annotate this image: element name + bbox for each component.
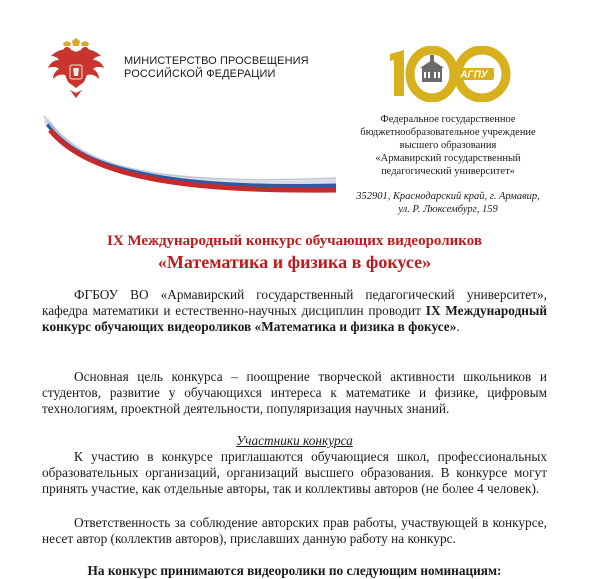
intro-paragraph bbox=[42, 287, 547, 335]
intro-end: . bbox=[456, 319, 460, 334]
coat-of-arms-icon bbox=[45, 38, 107, 102]
goal-paragraph: Основная цель конкурса – поощрение творческой активности школьников и студентов, развитие у обучающихся интереса к математике и физике, цифровым технологиям, проектной деятельности, популяризация научных знаний. bbox=[42, 369, 547, 416]
contest-title: IX Международный конкурс обучающих видеороликов bbox=[107, 233, 482, 249]
org-line: «Армавирский государственный bbox=[375, 153, 521, 164]
copyright-paragraph: Ответственность за соблюдение авторских прав работы, участвующей в конкурсе, несет автор (коллектив авторов), приславших данную работу на конкурс. bbox=[42, 515, 547, 546]
org-line: бюджетнообразовательное учреждение bbox=[360, 127, 536, 138]
tricolor-ribbon-decoration bbox=[40, 110, 340, 196]
org-line: Федеральное государственное bbox=[380, 114, 516, 125]
org-line: высшего образования bbox=[399, 140, 497, 151]
ministry-line-2: РОССИЙСКОЙ ФЕДЕРАЦИИ bbox=[124, 68, 276, 80]
nominations-heading: На конкурс принимаются видеоролики по следующим номинациям: bbox=[87, 563, 502, 578]
ministry-name bbox=[124, 55, 309, 81]
logo-badge-text: АГПУ bbox=[460, 69, 488, 81]
university-100-logo bbox=[388, 46, 512, 102]
intro-bold-text: IX Международный конкурс обучающих видеороликов «Математика и физика в фокусе» bbox=[42, 303, 548, 334]
ministry-line-1: МИНИСТЕРСТВО ПРОСВЕЩЕНИЯ bbox=[124, 55, 309, 67]
organization-name bbox=[336, 113, 560, 178]
participants-paragraph: К участию в конкурсе приглашаются обучающиеся школ, профессиональных образовательных организаций, организаций высшего образования. В конкурсе могут принять участие, как отдельные авторы, так и коллективы авторов (не более 4 человек). bbox=[42, 449, 547, 496]
org-line: педагогический университет» bbox=[381, 166, 515, 177]
address-line-2: ул. Р. Люксембург, 159 bbox=[398, 204, 498, 215]
section-heading-participants: Участники конкурса bbox=[236, 433, 353, 448]
contest-subtitle: «Математика и физика в фокусе» bbox=[157, 252, 432, 272]
intro-text: ФГБОУ ВО «Армавирский государственный педагогический университет», кафедра математики и естественно-научных дисциплин проводит bbox=[42, 287, 547, 318]
address-line-1: 352901, Краснодарский край, г. Армавир, bbox=[356, 191, 540, 202]
address bbox=[330, 190, 566, 216]
